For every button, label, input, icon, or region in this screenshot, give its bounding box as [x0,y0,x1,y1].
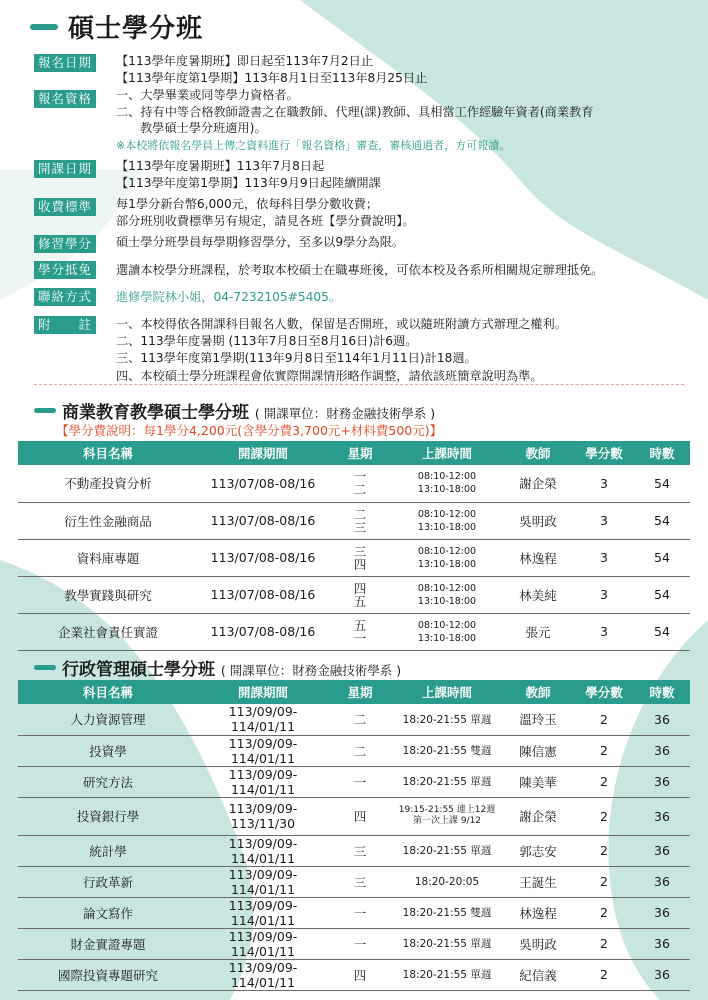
course-period: 113/09/09-114/01/11 [198,835,328,866]
course-time-1: 08:10-12:00 [417,619,477,631]
course-time-1: 08:10-12:00 [417,582,477,594]
course-credits: 3 [574,465,634,502]
course-hours: 54 [634,502,690,539]
course-day-2: 一 [353,630,367,646]
course-hours: 36 [634,866,690,897]
course-day: 四 [328,959,392,990]
course-credits: 2 [574,766,634,797]
course-day: 二 [328,735,392,766]
course-teacher: 王誕生 [502,866,574,897]
fee-line-1: 每1學分新台幣6,000元，依每科目學分數收費； [116,197,379,211]
section1-fee-note: 【學分費說明：每1學分4,200元(含學分費3,700元+材料費500元)】 [56,423,443,438]
course-days [328,539,392,576]
start-date-line-1: 【113學年度暑期班】113年7月8日起 [116,159,325,173]
course-time: 18:20-20:05 [392,866,502,897]
reg-qual-line-3: 教學碩士學分班適用)。 [140,121,267,135]
course-time-2: 13:10-18:00 [417,558,477,570]
course-name: 企業社會責任實證 [18,613,198,650]
section2-table-header [18,680,690,704]
course-day-2: 二 [353,482,367,498]
reg-qual-line-2: 二、持有中等合格教師證書之在職教師、代理(課)教師、具相當工作經驗年資者(商業教育 [116,105,594,119]
table-row [18,959,690,990]
course-hours: 36 [634,766,690,797]
course-period: 113/09/09-114/01/11 [198,766,328,797]
table-row [18,704,690,735]
course-credits: 2 [574,735,634,766]
course-day: 一 [328,897,392,928]
course-time [392,576,502,613]
course-day-1: 一 [353,469,367,485]
label-contact: 聯絡方式 [34,288,96,306]
course-day: 二 [328,704,392,735]
course-time [392,465,502,502]
label-credits: 修習學分 [34,235,96,253]
section-divider [34,384,684,385]
notes-line-1: 一、本校得依各開課科目報名人數，保留是否開班，或以隨班附讀方式辦理之權利。 [116,317,567,331]
table-row [18,897,690,928]
course-time: 18:20-21:55 單週 [392,835,502,866]
section1-heading [34,398,435,423]
course-period: 113/09/09-114/01/11 [198,959,328,990]
col-header-hours: 時數 [634,680,690,704]
table-row [18,465,690,502]
course-day: 四 [328,797,392,835]
course-hours: 36 [634,797,690,835]
course-hours: 36 [634,704,690,735]
label-reg-qual: 報名資格 [34,90,96,108]
course-day-2: 四 [353,556,367,572]
course-time: 18:20-21:55 單週 [392,959,502,990]
col-header-credits: 學分數 [574,680,634,704]
course-time-2: 13:10-18:00 [417,595,477,607]
contact-line-1: 進修學院林小姐，04-7232105#5405。 [116,290,342,304]
course-day-1: 二 [353,506,367,522]
course-time-1: 08:10-12:00 [417,471,477,483]
col-header-time: 上課時間 [392,680,502,704]
course-credits: 2 [574,866,634,897]
reg-date-line-1: 【113學年度暑期班】即日起至113年7月2日止 [116,54,374,68]
col-header-name: 科目名稱 [18,441,198,465]
section2-unit: ( 開課單位：財務金融技術學系 ) [220,663,402,678]
course-period: 113/07/08-08/16 [198,502,328,539]
table-row [18,866,690,897]
label-fee: 收費標準 [34,198,96,216]
section1-dash-decoration [34,408,56,413]
course-credits: 2 [574,897,634,928]
section1-table-header [18,441,690,465]
course-credits: 2 [574,835,634,866]
course-teacher: 紀信義 [502,959,574,990]
start-date-line-2: 【113學年度第1學期】113年9月9日起陸續開課 [116,176,381,190]
section2-title: 行政管理碩士學分班 [62,660,215,680]
course-period: 113/07/08-08/16 [198,539,328,576]
course-time: 18:20-21:55 單週 [392,704,502,735]
course-time [392,502,502,539]
course-day-2: 五 [353,593,367,609]
page-title [30,8,203,45]
course-day-1: 四 [353,580,367,596]
notes-line-4: 四、本校碩士學分班課程會依實際開課情形略作調整，請依該班簡章說明為準。 [116,369,543,383]
course-hours: 36 [634,959,690,990]
section1-title: 商業教育教學碩士學分班 [62,403,249,423]
course-teacher: 林逸程 [502,539,574,576]
course-teacher: 陳美華 [502,766,574,797]
course-day: 一 [328,928,392,959]
section1-unit: ( 開課單位：財務金融技術學系 ) [254,406,436,421]
credits-line-1: 碩士學分班學員每學期修習學分，至多以9學分為限。 [116,235,405,249]
table-row [18,613,690,650]
table-row [18,576,690,613]
reg-date-line-2: 【113學年度第1學期】113年8月1日至113年8月25日止 [116,71,428,85]
label-notes: 附 註 [34,316,96,334]
reg-qual-line-1: 一、大學畢業或同等學力資格者。 [116,88,299,102]
fee-line-2: 部分班別收費標準另有規定，請見各班【學分費說明】。 [116,214,415,228]
course-credits: 2 [574,959,634,990]
col-header-period: 開課期間 [198,680,328,704]
col-header-hours: 時數 [634,441,690,465]
label-reg-date: 報名日期 [34,54,96,72]
table-row [18,797,690,835]
course-time-1: 08:10-12:00 [417,508,477,520]
label-start-date: 開課日期 [34,160,96,178]
col-header-day: 星期 [328,680,392,704]
course-hours: 54 [634,539,690,576]
reg-qual-note: ※本校將依報名學員上傳之資料進行「報名資格」審查，審核通過者，方可報讀。 [116,139,511,152]
course-time: 18:20-21:55 雙週 [392,735,502,766]
course-time-2: 13:10-18:00 [417,632,477,644]
course-name: 投資學 [18,735,198,766]
course-day: 一 [328,766,392,797]
course-time [392,797,502,835]
course-name: 統計學 [18,835,198,866]
course-teacher: 張元 [502,613,574,650]
course-day-1: 三 [353,543,367,559]
table-row [18,539,690,576]
course-days [328,465,392,502]
course-teacher: 吳明政 [502,502,574,539]
table-row [18,735,690,766]
course-teacher: 郭志安 [502,835,574,866]
course-hours: 36 [634,897,690,928]
section2-dash-decoration [34,665,56,670]
course-days [328,502,392,539]
table-row [18,835,690,866]
col-header-day: 星期 [328,441,392,465]
course-credits: 3 [574,502,634,539]
course-period: 113/07/08-08/16 [198,613,328,650]
waiver-line-1: 選讀本校學分班課程，於考取本校碩士在職專班後，可依本校及各系所相關規定辦理抵免。 [116,263,604,277]
course-days [328,576,392,613]
course-teacher: 林逸程 [502,897,574,928]
table-row [18,502,690,539]
course-day: 三 [328,835,392,866]
section2-heading [34,655,401,680]
course-credits: 3 [574,613,634,650]
section2-table [18,680,690,991]
course-period: 113/09/09-114/01/11 [198,928,328,959]
col-header-credits: 學分數 [574,441,634,465]
course-day-1: 五 [353,617,367,633]
course-hours: 36 [634,735,690,766]
notes-line-2: 二、113學年度暑期 (113年7月8日至8月16日)計6週。 [116,334,418,348]
col-header-teacher: 教師 [502,441,574,465]
course-name: 財金實證專題 [18,928,198,959]
course-time: 18:20-21:55 雙週 [392,897,502,928]
course-teacher: 謝企榮 [502,797,574,835]
course-name: 不動產投資分析 [18,465,198,502]
course-teacher: 林美純 [502,576,574,613]
course-credits: 2 [574,704,634,735]
course-credits: 2 [574,928,634,959]
notes-line-3: 三、113學年度第1學期(113年9月8日至114年1月11日)計18週。 [116,351,477,365]
course-days [328,613,392,650]
course-period: 113/09/09-114/01/11 [198,897,328,928]
course-time-1: 19:15-21:55 連上12週 [398,805,496,815]
course-day-2: 三 [353,519,367,535]
course-teacher: 謝企榮 [502,465,574,502]
course-credits: 3 [574,576,634,613]
course-name: 國際投資專題研究 [18,959,198,990]
table-row [18,766,690,797]
col-header-teacher: 教師 [502,680,574,704]
col-header-period: 開課期間 [198,441,328,465]
course-name: 投資銀行學 [18,797,198,835]
course-name: 研究方法 [18,766,198,797]
course-day: 三 [328,866,392,897]
course-teacher: 溫玲玉 [502,704,574,735]
course-name: 行政革新 [18,866,198,897]
col-header-name: 科目名稱 [18,680,198,704]
course-credits: 3 [574,539,634,576]
course-period: 113/09/09-114/01/11 [198,735,328,766]
col-header-time: 上課時間 [392,441,502,465]
course-credits: 2 [574,797,634,835]
course-name: 教學實踐與研究 [18,576,198,613]
course-time [392,539,502,576]
section1-table [18,441,690,651]
table-row [18,928,690,959]
course-name: 人力資源管理 [18,704,198,735]
course-period: 113/07/08-08/16 [198,576,328,613]
course-hours: 54 [634,613,690,650]
course-name: 衍生性金融商品 [18,502,198,539]
course-period: 113/09/09-114/01/11 [198,866,328,897]
course-name: 論文寫作 [18,897,198,928]
title-dash-decoration [30,24,58,30]
course-time [392,613,502,650]
course-time-2: 13:10-18:00 [417,521,477,533]
course-name: 資料庫專題 [18,539,198,576]
page-title-text: 碩士學分班 [68,14,204,44]
label-waiver: 學分抵免 [34,261,96,279]
course-hours: 36 [634,835,690,866]
course-teacher: 陳信憲 [502,735,574,766]
course-hours: 54 [634,465,690,502]
course-time-2: 13:10-18:00 [417,484,477,496]
course-time-2: 第一次上課 9/12 [412,816,482,826]
course-teacher: 吳明政 [502,928,574,959]
course-period: 113/09/09-113/11/30 [198,797,328,835]
course-time: 18:20-21:55 單週 [392,766,502,797]
course-hours: 54 [634,576,690,613]
course-time-1: 08:10-12:00 [417,545,477,557]
course-period: 113/07/08-08/16 [198,465,328,502]
course-time: 18:20-21:55 單週 [392,928,502,959]
course-period: 113/09/09-114/01/11 [198,704,328,735]
course-hours: 36 [634,928,690,959]
